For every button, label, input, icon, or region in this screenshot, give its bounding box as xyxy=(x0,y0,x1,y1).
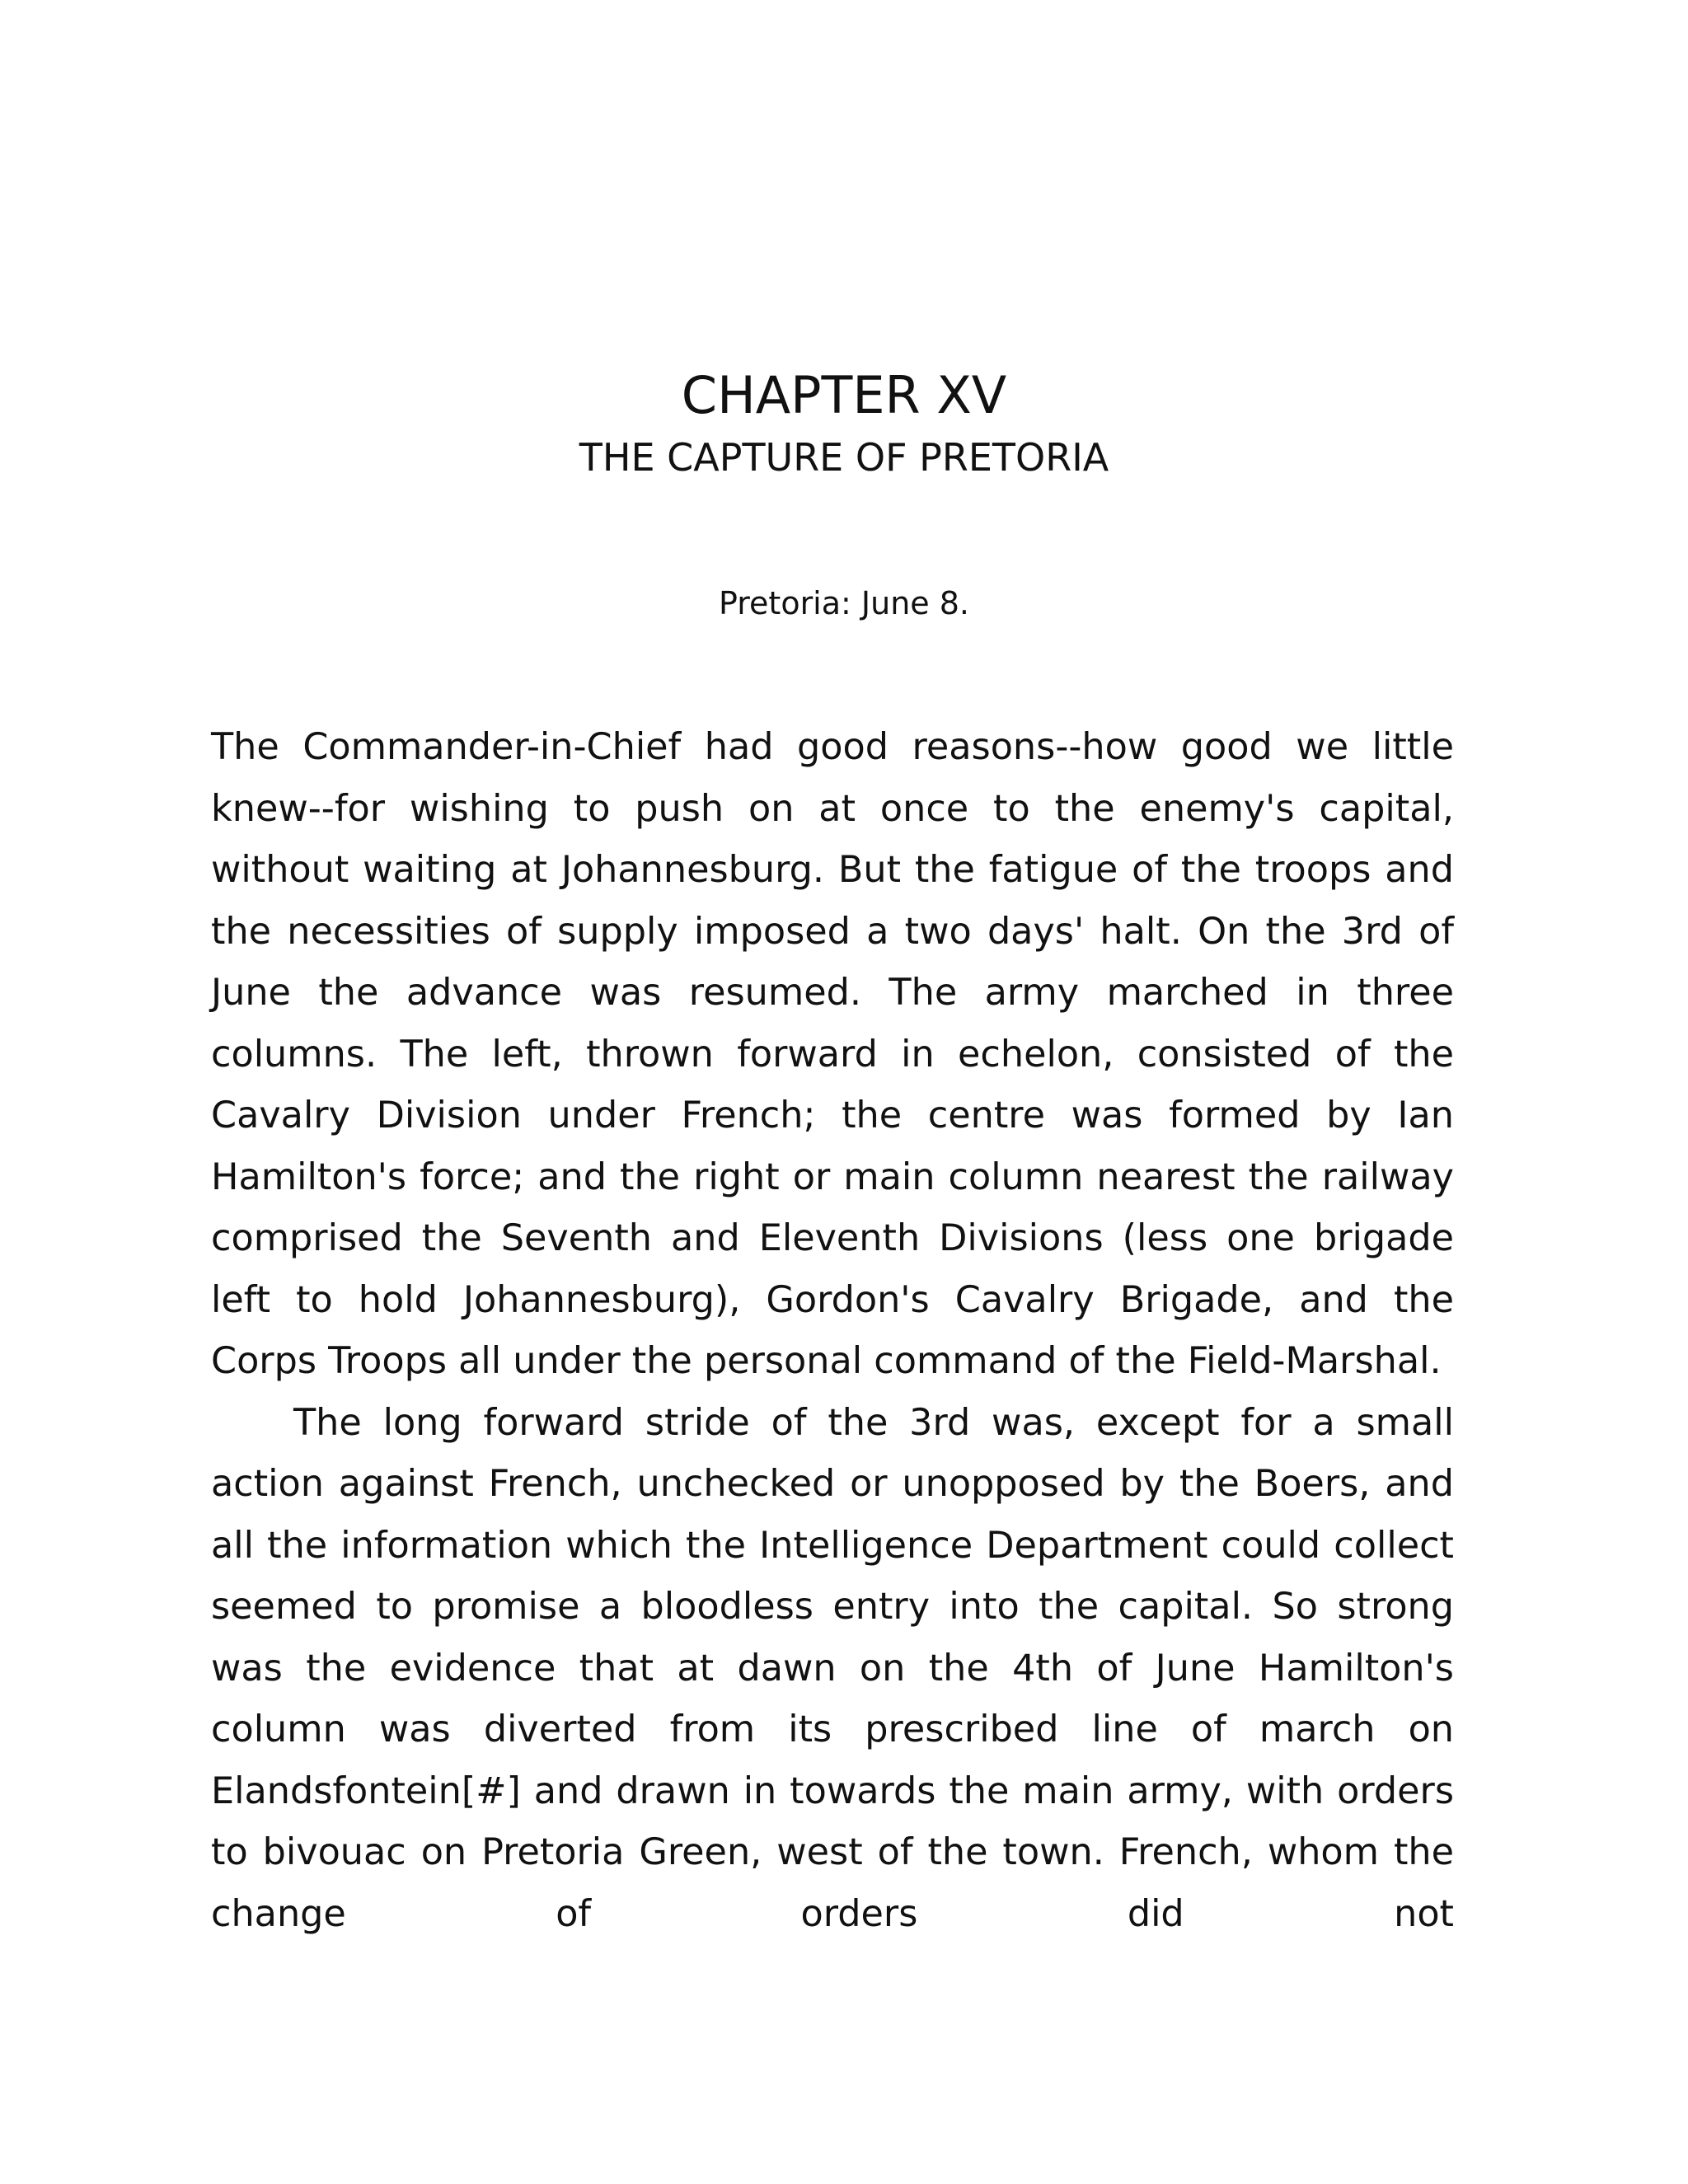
chapter-number: CHAPTER XV xyxy=(681,365,1007,425)
paragraph: The long forward stride of the 3rd was, except for a small action against French, unchecked or unopposed by the Boers, and all the information which the Intelligence Department could collect seemed to promise a bloodless entry into the capital. So strong was the evidence that at dawn on the 4th of June Hamilton's column was diverted from its prescribed line of march on Elandsfontein[#] and drawn in towards the main army, with orders to bivouac on Pretoria Green, west of the town. French, whom the change of orders did not xyxy=(211,1401,1454,1935)
body-text xyxy=(211,717,1454,1945)
paragraph: The Commander-in-Chief had good reasons--how good we little knew--for wishing to push on at once to the enemy's capital, without waiting at Johannesburg. But the fatigue of the troops and the necessities of supply imposed a two days' halt. On the 3rd of June the advance was resumed. The army marched in three columns. The left, thrown forward in echelon, consisted of the Cavalry Division under French; the centre was formed by Ian Hamilton's force; and the right or main column nearest the railway comprised the Seventh and Eleventh Divisions (less one brigade left to hold Johannesburg), Gordon's Cavalry Brigade, and the Corps Troops all under the personal command of the Field-Marshal. xyxy=(211,726,1454,1382)
dateline: Pretoria: June 8. xyxy=(719,585,969,621)
chapter-title: THE CAPTURE OF PRETORIA xyxy=(579,435,1109,480)
